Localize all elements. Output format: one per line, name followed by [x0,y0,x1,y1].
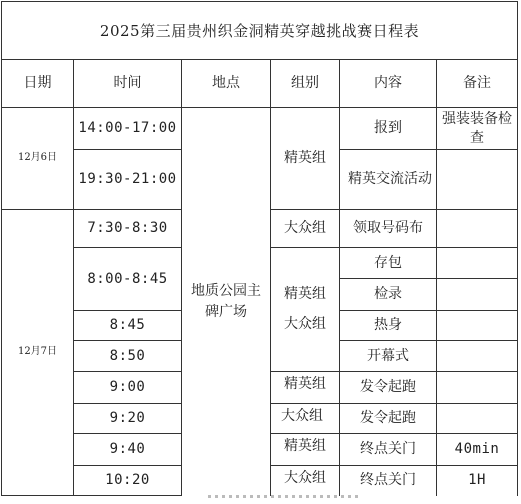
content-cell: 存包 [374,254,402,271]
group-label: 大众组 [284,315,326,332]
decorative-dots [208,495,358,498]
group-cell: 精英组 [284,438,326,454]
note-cell: 1H [468,472,486,489]
content-cell: 报到 [374,120,402,137]
time-cell: 8:00-8:45 [87,270,168,287]
group-cell-combined [271,248,339,371]
header-date: 日期 [23,75,52,92]
group-cell: 大众组 [284,470,326,486]
content-cell: 终点关门 [360,441,416,458]
time-cell: 14:00-17:00 [78,120,177,137]
time-cell: 9:00 [109,379,146,396]
content-cell: 精英交流活动 [348,171,432,188]
time-cell: 9:40 [109,441,146,458]
content-cell: 热身 [374,317,402,334]
schedule-title: 2025第三届贵州织金洞精英穿越挑战赛日程表 [1,1,518,60]
grid-line [181,59,182,496]
time-cell: 10:20 [105,472,150,489]
content-cell: 终点关门 [360,472,416,489]
header-location: 地点 [212,75,240,92]
time-cell: 8:45 [109,317,146,334]
header-content: 内容 [374,75,402,92]
group-cell: 大众组 [281,408,323,424]
grid-line [517,59,518,496]
header-group: 组别 [291,75,319,92]
time-cell: 9:20 [109,410,146,427]
group-label: 精英组 [284,286,326,303]
content-cell: 检录 [374,286,402,303]
group-cell: 大众组 [284,220,326,237]
time-cell: 8:50 [109,347,146,364]
header-notes: 备注 [463,75,491,92]
group-cell: 精英组 [284,376,326,392]
date-cell: 12月7日 [17,346,58,358]
note-cell: 强装装备检查 [442,110,512,146]
grid-line [1,495,182,496]
content-cell: 领取号码布 [353,220,423,237]
content-cell: 开幕式 [367,347,409,364]
date-cell: 12月6日 [17,152,58,164]
location-cell: 地质公园主碑广场 [191,283,261,320]
time-cell: 19:30-21:00 [78,171,177,188]
time-cell: 7:30-8:30 [87,220,168,237]
group-cell: 精英组 [284,150,326,167]
note-cell: 40min [454,441,500,458]
content-cell: 发令起跑 [360,410,416,427]
header-time: 时间 [113,75,142,92]
content-cell: 发令起跑 [360,379,416,396]
